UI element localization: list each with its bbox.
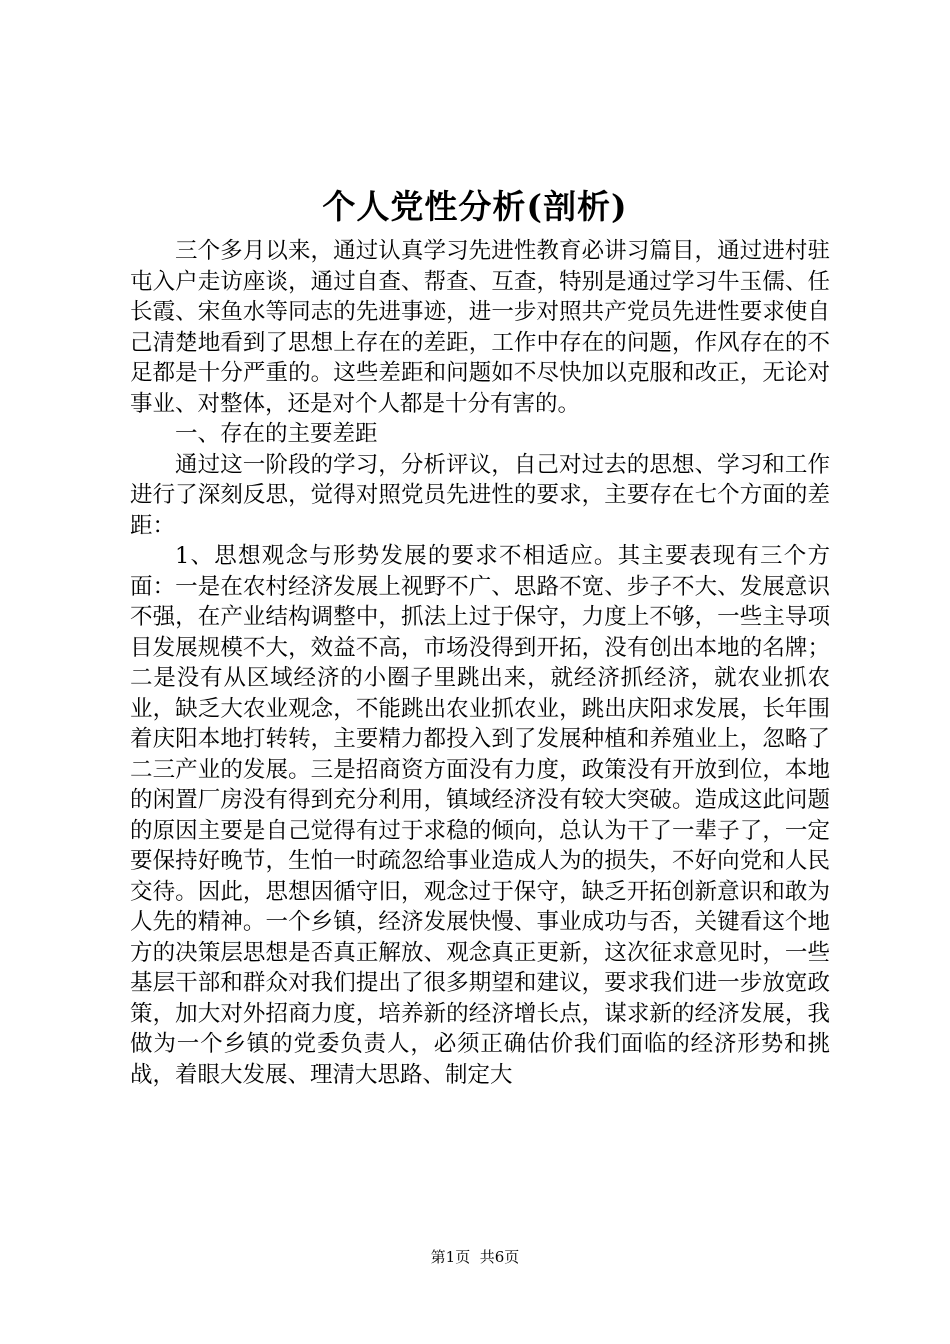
page-total: 共6页: [479, 1248, 520, 1266]
page-number: 第1页: [430, 1248, 471, 1266]
page-footer: [0, 1246, 950, 1268]
paragraph-intro: 三个多月以来，通过认真学习先进性教育必讲习篇目，通过进村驻屯入户走访座谈，通过自查、帮查、互查，特别是通过学习牛玉儒、任长霞、宋鱼水等同志的先进事迹，进一步对照共产党员先进性要求使自己清楚地看到了思想上存在的差距，工作中存在的问题，作风存在的不足都是十分严重的。这些差距和问题如不尽快加以克服和改正，无论对事业、对整体，还是对个人都是十分有害的。: [130, 238, 830, 417]
paragraph-point-1: 1、思想观念与形势发展的要求不相适应。其主要表现有三个方面：一是在农村经济发展上视野不广、思路不宽、步子不大、发展意识不强，在产业结构调整中，抓法上过于保守，力度上不够，一些主导项目发展规模不大，效益不高，市场没得到开拓，没有创出本地的名牌；二是没有从区域经济的小圈子里跳出来，就经济抓经济，就农业抓农业，缺乏大农业观念，不能跳出农业抓农业，跳出庆阳求发展，长年围着庆阳本地打转转，主要精力都投入到了发展种植和养殖业上，忽略了二三产业的发展。三是招商资方面没有力度，政策没有开放到位，本地的闲置厂房没有得到充分利用，镇域经济没有较大突破。造成这此问题的原因主要是自己觉得有过于求稳的倾向，总认为干了一辈子了，一定要保持好晚节，生怕一时疏忽给事业造成人为的损失，不好向党和人民交待。因此，思想因循守旧，观念过于保守，缺乏开拓创新意识和敢为人先的精神。一个乡镇，经济发展快慢、事业成功与否，关键看这个地方的决策层思想是否真正解放、观念真正更新，这次征求意见时，一些基层干部和群众对我们提出了很多期望和建议，要求我们进一步放宽政策，加大对外招商力度，培养新的经济增长点，谋求新的经济发展，我做为一个乡镇的党委负责人，必须正确估价我们面临的经济形势和挑战，着眼大发展、理清大思路、制定大: [130, 543, 830, 1088]
document-title: 个人党性分析(剖析): [322, 187, 628, 226]
paragraph-overview: 通过这一阶段的学习，分析评议，自己对过去的思想、学习和工作进行了深刻反思，觉得对照党员先进性的要求，主要存在七个方面的差距：: [130, 451, 830, 539]
document-body: [130, 236, 830, 1090]
section-heading: 一、存在的主要差距: [175, 421, 378, 447]
